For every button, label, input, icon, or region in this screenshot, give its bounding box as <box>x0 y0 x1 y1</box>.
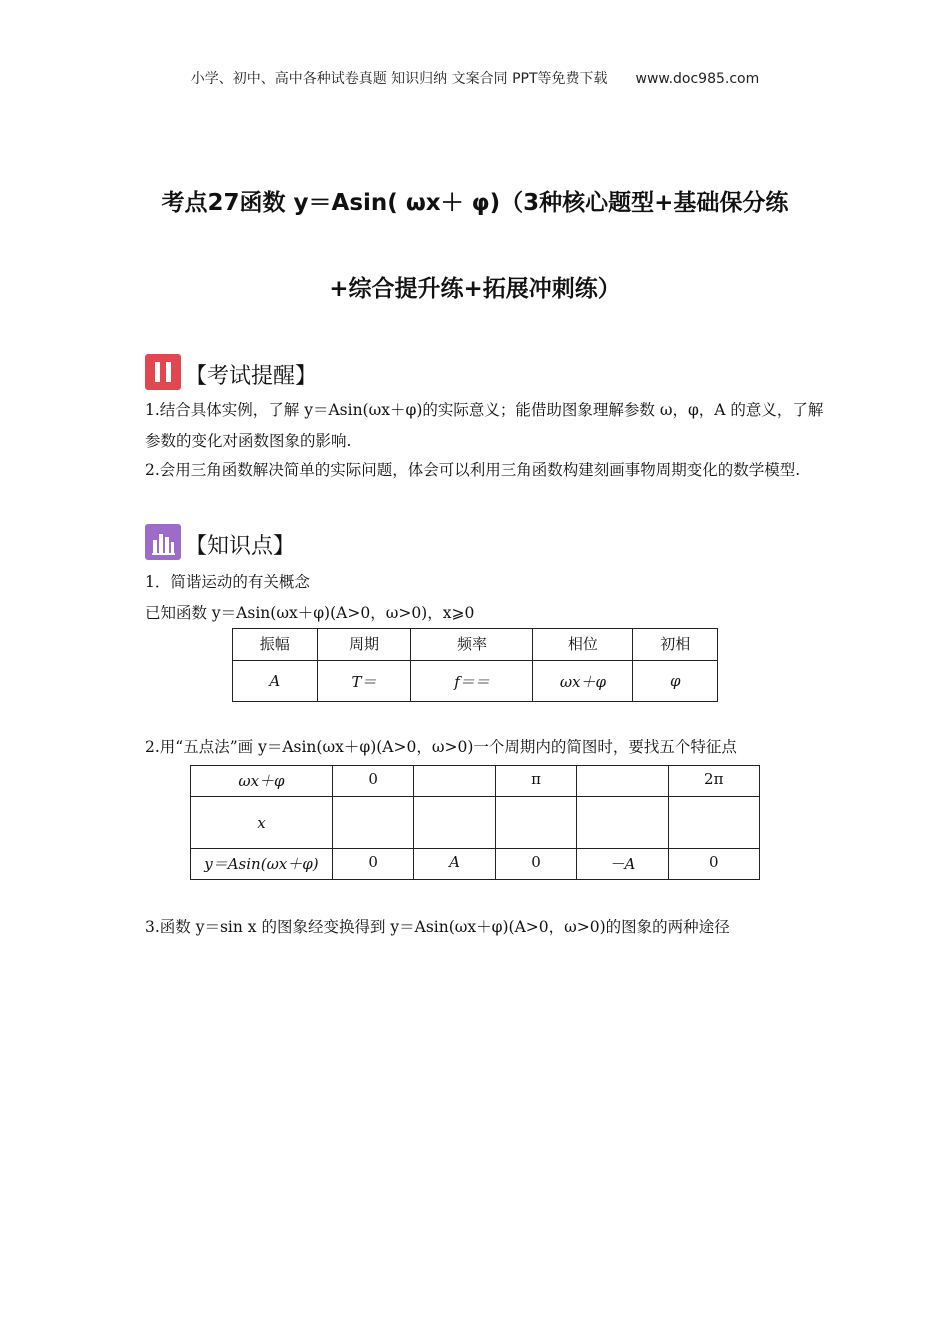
table-cell: 0 <box>668 849 759 880</box>
reminder-paragraph-2: 2.会用三角函数解决简单的实际问题，体会可以利用三角函数构建刻画事物周期变化的数学模型. <box>145 461 801 479</box>
knowledge-item-3: 3.函数 y＝sin x 的图象经变换得到 y＝Asin(ωx＋φ)(A>0，ω>0)的图象的两种途径 <box>145 918 730 936</box>
table-cell: A <box>233 661 318 702</box>
table-cell: ωx＋φ <box>533 661 633 702</box>
reminder-paragraph-1: 1.结合具体实例，了解 y＝Asin(ωx＋φ)的实际意义；能借助图象理解参数 ω，φ，A 的意义，了解参数的变化对函数图象的影响. <box>145 401 824 450</box>
table-cell: π <box>495 766 576 797</box>
page-header <box>0 68 950 88</box>
section-knowledge <box>145 524 295 560</box>
section-label: 【考试提醒】 <box>185 364 318 389</box>
table-cell: 0 <box>332 849 413 880</box>
bar-chart-icon <box>145 524 181 560</box>
header-site-link[interactable]: www.doc985.com <box>635 71 760 87</box>
table-header-cell: 相位 <box>533 629 633 661</box>
table-cell: ωx＋φ <box>191 766 333 797</box>
table-cell <box>577 797 668 849</box>
given-function: 已知函数 y＝Asin(ωx＋φ)(A>0，ω>0)，x⩾0 <box>145 604 475 622</box>
table-cell: φ <box>633 661 718 702</box>
doc-title-line1: 考点27函数 y＝Asin( ωx＋ φ)（3种核心题型+基础保分练 <box>161 190 789 216</box>
table-cell: 0 <box>495 849 576 880</box>
harmonic-concepts-table <box>232 628 718 702</box>
header-text: 小学、初中、高中各种试卷真题 知识归纳 文案合同 PPT等免费下载 <box>190 71 608 87</box>
section-label: 【知识点】 <box>185 534 296 559</box>
table-cell: 0 <box>332 766 413 797</box>
table-cell: T＝ <box>317 661 411 702</box>
table-header-cell: 频率 <box>411 629 533 661</box>
table-row <box>191 797 760 849</box>
five-point-table <box>190 765 760 880</box>
table-cell: －A <box>577 849 668 880</box>
section-exam-reminder <box>145 354 317 390</box>
table-cell: f＝＝ <box>411 661 533 702</box>
table-row <box>191 849 760 880</box>
table-header-cell: 初相 <box>633 629 718 661</box>
doc-title-line2: +综合提升练+拓展冲刺练） <box>329 276 621 302</box>
table-cell: y＝Asin(ωx＋φ) <box>191 849 333 880</box>
knowledge-item-2: 2.用“五点法”画 y＝Asin(ωx＋φ)(A>0，ω>0)一个周期内的简图时，要找五个特征点 <box>145 738 737 756</box>
table-cell <box>414 766 496 797</box>
table-cell <box>495 797 576 849</box>
table-cell <box>332 797 413 849</box>
table-header-cell: 周期 <box>317 629 411 661</box>
table-cell <box>577 766 668 797</box>
knowledge-item-1: 1．简谐运动的有关概念 <box>145 573 310 591</box>
pause-bars-icon <box>145 354 181 390</box>
table-cell <box>414 797 496 849</box>
table-cell: x <box>191 797 333 849</box>
table-header-cell: 振幅 <box>233 629 318 661</box>
table-row <box>233 661 718 702</box>
table-row <box>233 629 718 661</box>
table-cell <box>668 797 759 849</box>
table-cell: A <box>414 849 496 880</box>
table-cell: 2π <box>668 766 759 797</box>
table-row <box>191 766 760 797</box>
